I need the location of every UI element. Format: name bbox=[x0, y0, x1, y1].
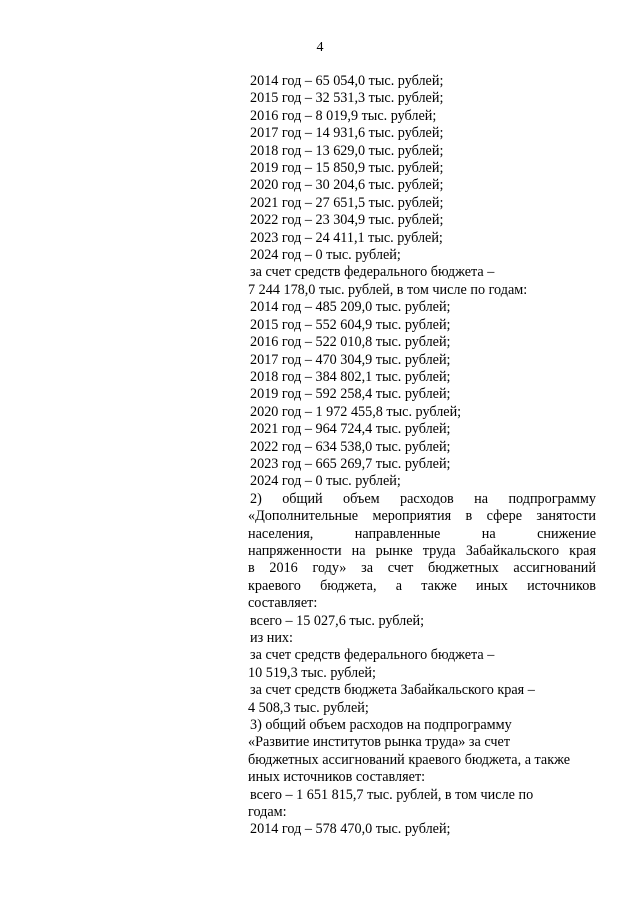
text-line: 2019 год – 592 258,4 тыс. рублей; bbox=[250, 386, 451, 403]
text-line: 2022 год – 23 304,9 тыс. рублей; bbox=[250, 212, 444, 229]
text-line: 2018 год – 384 802,1 тыс. рублей; bbox=[250, 368, 451, 385]
document-body bbox=[248, 73, 596, 839]
text-line: 2016 год – 522 010,8 тыс. рублей; bbox=[250, 334, 451, 351]
text-line: за счет средств федерального бюджета – bbox=[250, 264, 495, 281]
text-line: 2015 год – 552 604,9 тыс. рублей; bbox=[250, 316, 451, 333]
text-line: 2015 год – 32 531,3 тыс. рублей; bbox=[250, 90, 444, 107]
text-line: «Развитие институтов рынка труда» за счет bbox=[248, 734, 511, 751]
text-line: всего – 15 027,6 тыс. рублей; bbox=[250, 612, 425, 629]
text-line: 2017 год – 470 304,9 тыс. рублей; bbox=[250, 351, 451, 368]
text-line: 2023 год – 24 411,1 тыс. рублей; bbox=[250, 229, 443, 246]
text-line: «Дополнительные мероприятия в сфере занятости bbox=[248, 508, 596, 525]
text-line: из них: bbox=[250, 630, 293, 646]
text-line: 2021 год – 964 724,4 тыс. рублей; bbox=[250, 421, 451, 438]
text-line: 2017 год – 14 931,6 тыс. рублей; bbox=[250, 125, 444, 142]
text-line: краевого бюджета, а также иных источников bbox=[248, 577, 596, 594]
text-line: 10 519,3 тыс. рублей; bbox=[248, 664, 376, 681]
text-line: 2014 год – 485 209,0 тыс. рублей; bbox=[250, 299, 451, 316]
text-line: всего – 1 651 815,7 тыс. рублей, в том числе по bbox=[250, 786, 534, 803]
text-line: 2020 год – 30 204,6 тыс. рублей; bbox=[250, 177, 444, 194]
text-line: напряженности на рынке труда Забайкальского края bbox=[248, 542, 596, 559]
text-line: годам: bbox=[248, 804, 287, 821]
text-line: в 2016 году» за счет бюджетных ассигнований bbox=[248, 560, 596, 577]
text-line: 2018 год – 13 629,0 тыс. рублей; bbox=[250, 142, 444, 159]
text-line: составляет: bbox=[248, 595, 318, 612]
text-line: 4 508,3 тыс. рублей; bbox=[248, 699, 369, 716]
text-line: 2021 год – 27 651,5 тыс. рублей; bbox=[250, 194, 444, 211]
text-line: населения, направленные на снижение bbox=[248, 525, 596, 542]
text-line: 2019 год – 15 850,9 тыс. рублей; bbox=[250, 160, 444, 177]
page-number: 4 bbox=[316, 40, 324, 55]
text-line: за счет средств федерального бюджета – bbox=[250, 647, 495, 664]
text-line: за счет средств бюджета Забайкальского края – bbox=[250, 682, 535, 699]
text-line: 2024 год – 0 тыс. рублей; bbox=[250, 247, 401, 264]
text-line: 7 244 178,0 тыс. рублей, в том числе по годам: bbox=[248, 281, 528, 298]
text-line: бюджетных ассигнований краевого бюджета, а также bbox=[248, 751, 571, 768]
text-line: 2) общий объем расходов на подпрограмму bbox=[250, 490, 596, 507]
text-line: иных источников составляет: bbox=[248, 769, 426, 786]
text-line: 2014 год – 65 054,0 тыс. рублей; bbox=[250, 73, 444, 89]
text-line: 2023 год – 665 269,7 тыс. рублей; bbox=[250, 455, 451, 472]
text-line: 2014 год – 578 470,0 тыс. рублей; bbox=[250, 821, 451, 838]
text-line: 2020 год – 1 972 455,8 тыс. рублей; bbox=[250, 403, 462, 420]
text-line: 3) общий объем расходов на подпрограмму bbox=[250, 717, 512, 734]
text-line: 2022 год – 634 538,0 тыс. рублей; bbox=[250, 438, 451, 455]
text-line: 2016 год – 8 019,9 тыс. рублей; bbox=[250, 107, 437, 124]
text-line: 2024 год – 0 тыс. рублей; bbox=[250, 473, 401, 490]
